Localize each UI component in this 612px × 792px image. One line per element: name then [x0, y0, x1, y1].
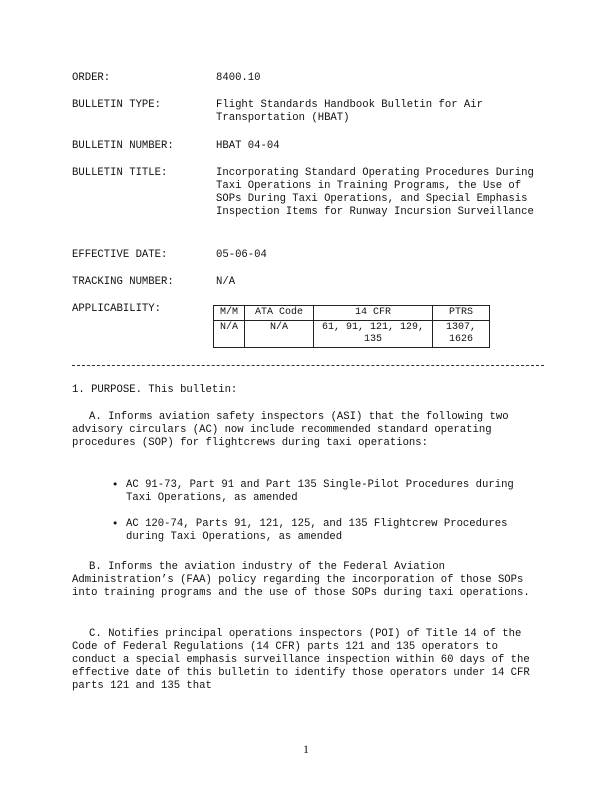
header-14-cfr: 14 CFR: [314, 306, 433, 321]
bulletin-title-label: BULLETIN TITLE:: [72, 167, 168, 179]
page-number: 1: [303, 742, 309, 756]
order-value: 8400.10: [216, 72, 261, 84]
applicability-label: APPLICABILITY:: [72, 303, 162, 315]
header-mm: M/M: [214, 306, 245, 321]
bullet-text-ac-91-73: AC 91-73, Part 91 and Part 135 Single-Pilot Procedures during Taxi Operations, as amended: [126, 479, 514, 504]
bullet-icon: •: [112, 518, 119, 530]
order-label: ORDER:: [72, 72, 111, 84]
bulletin-title-value: Incorporating Standard Operating Procedures During Taxi Operations in Training Programs, the Use of SOPs During Taxi Operations, and Special Emphasis Inspection Items for Runway Incursion Surveillance: [216, 167, 534, 218]
paragraph-c: C. Notifies principal operations inspectors (POI) of Title 14 of the Code of Federal Regulations (14 CFR) parts 121 and 135 operators to conduct a special emphasis surveillance inspection within 60 days of the effective date of this bulletin to identify those operators under 14 CFR parts 121 and 135 that: [72, 628, 530, 692]
applicability-table: [213, 305, 490, 348]
list-item: [112, 518, 532, 544]
cell-ptrs: 1307, 1626: [433, 321, 490, 348]
bullet-icon: •: [112, 479, 119, 491]
bulletin-number-label: BULLETIN NUMBER:: [72, 140, 174, 152]
paragraph-b: B. Informs the aviation industry of the Federal Aviation Administration’s (FAA) policy regarding the incorporation of those SOPs into training programs and the use of those SOPs during taxi operations.: [72, 561, 530, 599]
cell-ata-code: N/A: [245, 321, 314, 348]
list-item: [112, 479, 532, 505]
tracking-number-label: TRACKING NUMBER:: [72, 276, 174, 288]
section-divider: [72, 365, 544, 366]
cell-mm: N/A: [214, 321, 245, 348]
ac-bullet-list: [112, 479, 532, 544]
effective-date-label: EFFECTIVE DATE:: [72, 249, 168, 261]
bulletin-type-label: BULLETIN TYPE:: [72, 99, 162, 111]
bullet-text-ac-120-74: AC 120-74, Parts 91, 121, 125, and 135 Flightcrew Procedures during Taxi Operations, as amended: [126, 518, 508, 543]
effective-date-value: 05-06-04: [216, 249, 267, 261]
applicability-header-row: [214, 306, 490, 321]
applicability-data-row: [214, 321, 490, 348]
header-ptrs: PTRS: [433, 306, 490, 321]
cell-14-cfr: 61, 91, 121, 129, 135: [314, 321, 433, 348]
tracking-number-value: N/A: [216, 276, 236, 288]
purpose-heading: 1. PURPOSE. This bulletin:: [72, 384, 238, 396]
bulletin-number-value: HBAT 04-04: [216, 140, 280, 152]
paragraph-a: A. Informs aviation safety inspectors (ASI) that the following two advisory circulars (AC) now include recommended standard operating procedures (SOP) for flightcrews during taxi operations:: [72, 411, 509, 449]
bulletin-type-value: Flight Standards Handbook Bulletin for Air Transportation (HBAT): [216, 99, 484, 124]
header-ata-code: ATA Code: [245, 306, 314, 321]
